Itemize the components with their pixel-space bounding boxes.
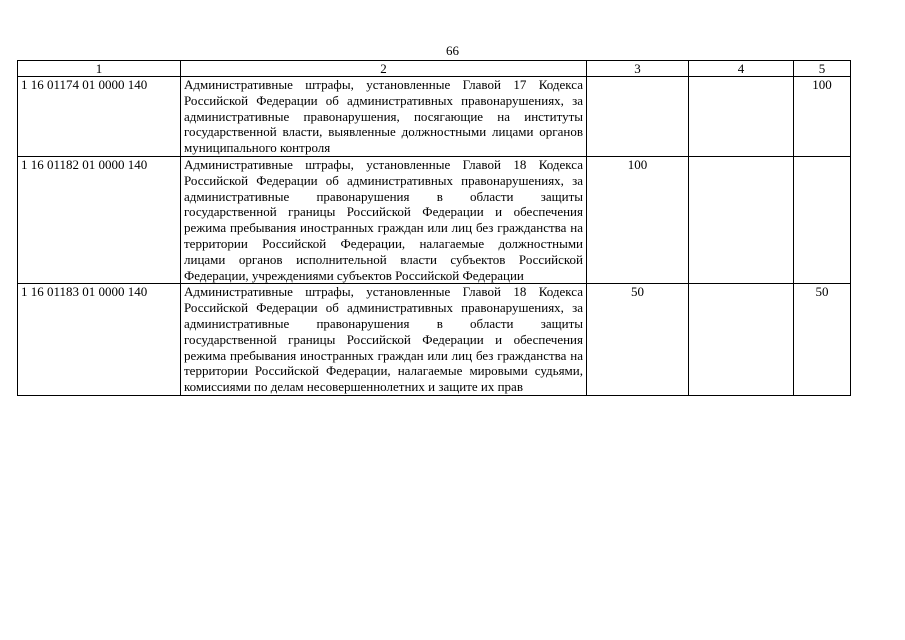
column-header-5: 5 — [794, 61, 851, 77]
table-row — [18, 156, 851, 283]
row-value-col4 — [689, 284, 794, 396]
page-number: 66 — [446, 43, 459, 58]
row-description: Административные штрафы, установленные Главой 18 Кодекса Российской Федерации об административных правонарушениях, за административные правонарушения в области защиты государственной границы Российской Федерации и обеспечения режима пребывания иностранных граждан или лиц без гражданства на территории Российской Федерации, налагаемые мировыми судьями, комиссиями по делам несовершеннолетних и защите их прав — [181, 284, 587, 396]
row-description: Административные штрафы, установленные Главой 17 Кодекса Российской Федерации об административных правонарушениях, за административные правонарушения, посягающие на институты государственной власти, выявленные должностными лицами органов муниципального контроля — [181, 77, 587, 157]
column-header-4: 4 — [689, 61, 794, 77]
table-row — [18, 77, 851, 157]
row-value-col4 — [689, 156, 794, 283]
table-header-row — [18, 61, 851, 77]
row-value-col4 — [689, 77, 794, 157]
row-value-col3: 100 — [587, 156, 689, 283]
revenue-table — [17, 60, 851, 396]
column-header-3: 3 — [587, 61, 689, 77]
row-value-col5 — [794, 156, 851, 283]
row-value-col5: 50 — [794, 284, 851, 396]
row-value-col5: 100 — [794, 77, 851, 157]
row-code: 1 16 01182 01 0000 140 — [18, 156, 181, 283]
row-value-col3 — [587, 77, 689, 157]
row-description: Административные штрафы, установленные Главой 18 Кодекса Российской Федерации об административных правонарушениях, за административные правонарушения в области защиты государственной границы Российской Федерации и обеспечения режима пребывания иностранных граждан или лиц без гражданства на территории Российской Федерации, налагаемые должностными лицами органов исполнительной власти субъектов Российской Федерации, учреждениями субъектов Российской Федерации — [181, 156, 587, 283]
column-header-1: 1 — [18, 61, 181, 77]
row-code: 1 16 01174 01 0000 140 — [18, 77, 181, 157]
column-header-2: 2 — [181, 61, 587, 77]
row-value-col3: 50 — [587, 284, 689, 396]
table-row — [18, 284, 851, 396]
row-code: 1 16 01183 01 0000 140 — [18, 284, 181, 396]
